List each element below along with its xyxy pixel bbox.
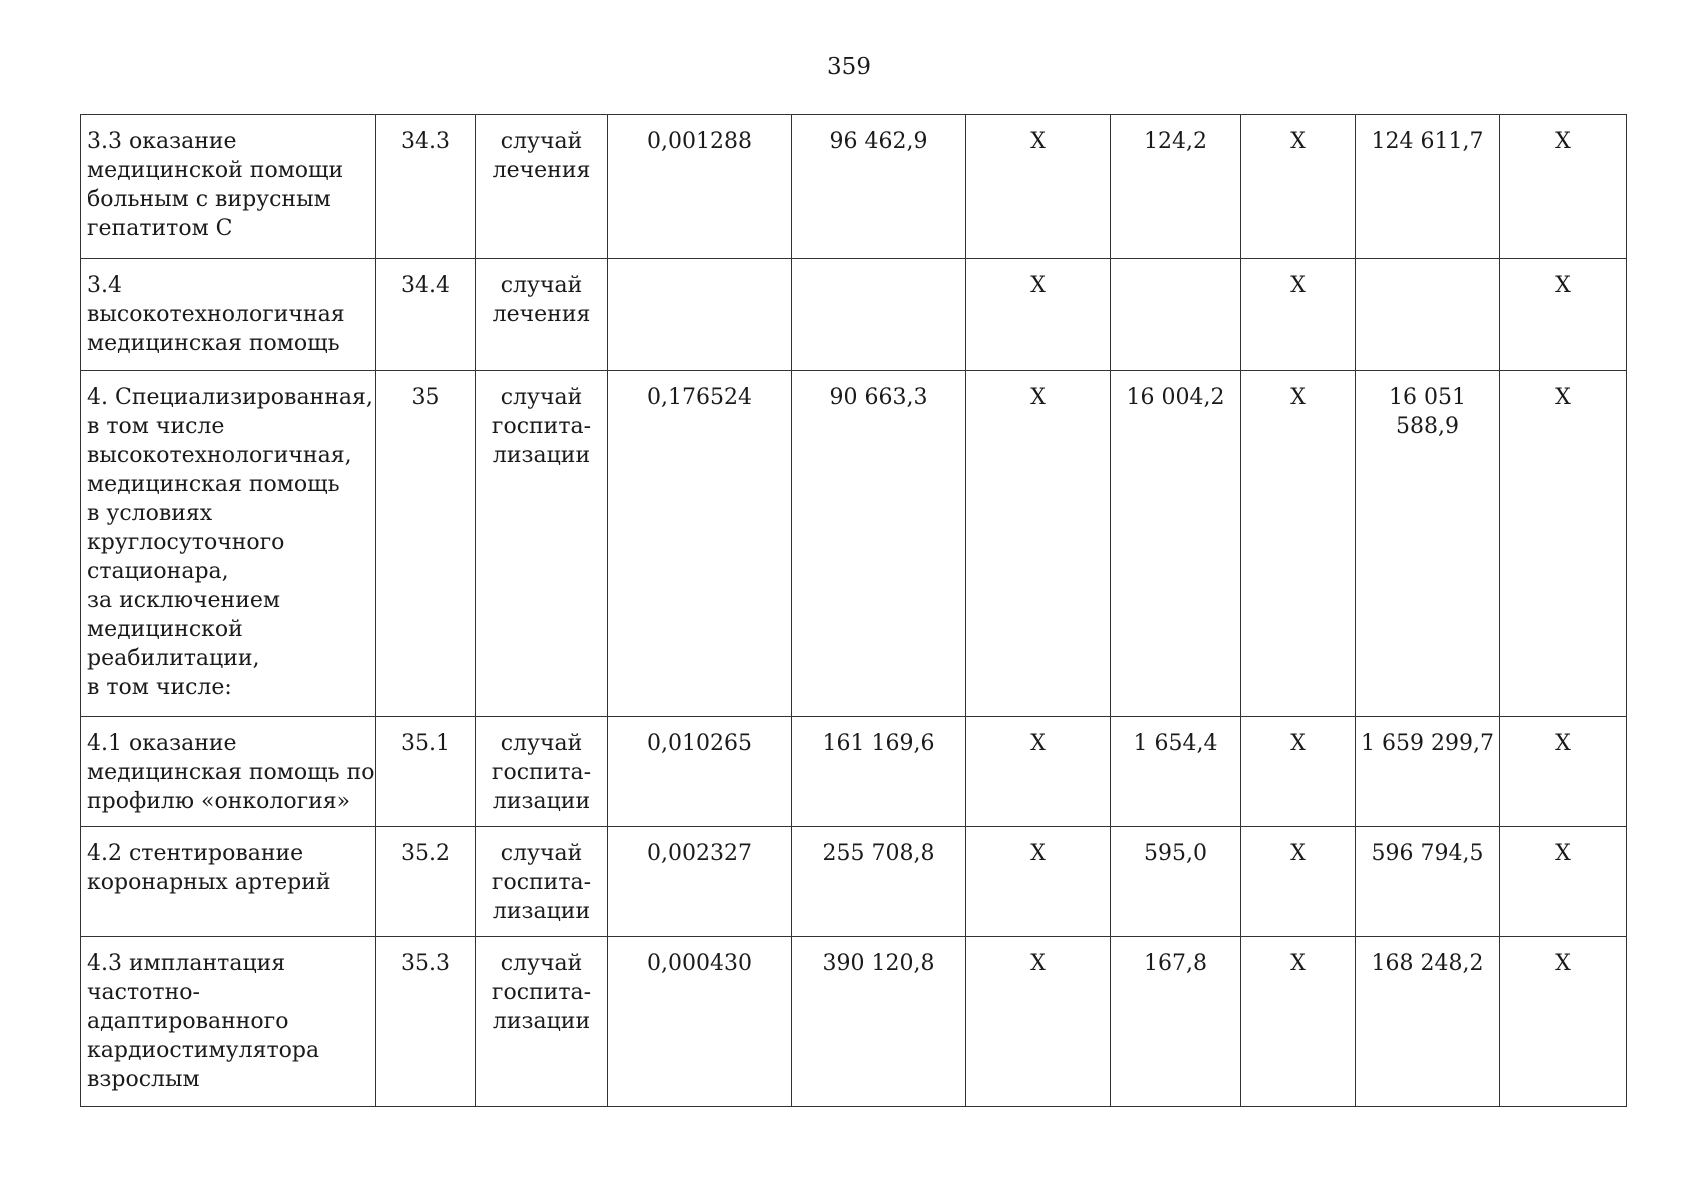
row-name-line: адаптированного bbox=[87, 1009, 289, 1034]
table-row bbox=[81, 717, 1627, 827]
row-name-line: 4. Специализированная, bbox=[87, 385, 373, 410]
row-unit-line: случай bbox=[500, 129, 583, 154]
row-name-line: медицинская помощь bbox=[87, 472, 340, 497]
row-unit-cell bbox=[476, 937, 608, 1107]
table-row bbox=[81, 115, 1627, 259]
row-value-cell-c7: 1 654,4 bbox=[1111, 717, 1241, 827]
row-unit-line: лизации bbox=[492, 1009, 591, 1034]
row-value-cell-c9: 1 659 299,7 bbox=[1356, 717, 1500, 827]
table-row bbox=[81, 259, 1627, 371]
row-name-line: 4.3 имплантация bbox=[87, 951, 286, 976]
row-value-cell-c8: Х bbox=[1241, 937, 1356, 1107]
row-name-line: высокотехнологичная, bbox=[87, 443, 352, 468]
row-unit-line: лечения bbox=[492, 158, 591, 183]
row-value-cell-c6: Х bbox=[966, 717, 1111, 827]
row-unit-cell bbox=[476, 717, 608, 827]
row-unit-line: госпита- bbox=[491, 980, 592, 1005]
row-value-cell-c9 bbox=[1356, 259, 1500, 371]
row-unit-line: лечения bbox=[492, 302, 591, 327]
row-value-cell-c9: 168 248,2 bbox=[1356, 937, 1500, 1107]
row-name-line: кардиостимулятора bbox=[87, 1038, 320, 1063]
row-name-line: 4.1 оказание bbox=[87, 731, 237, 756]
row-unit-cell bbox=[476, 115, 608, 259]
row-value-cell-c7: 124,2 bbox=[1111, 115, 1241, 259]
row-code-cell: 35.2 bbox=[376, 827, 476, 937]
row-name-line: 4.2 стентирование bbox=[87, 841, 304, 866]
row-value-cell-c10: Х bbox=[1500, 937, 1627, 1107]
row-name-line: в том числе: bbox=[87, 675, 232, 700]
row-value-cell-c6: Х bbox=[966, 827, 1111, 937]
row-name-line: медицинской bbox=[87, 617, 243, 642]
row-value-cell-c5 bbox=[792, 259, 966, 371]
row-value-cell-c9: 124 611,7 bbox=[1356, 115, 1500, 259]
row-value-cell-c10: Х bbox=[1500, 115, 1627, 259]
row-code-cell: 35 bbox=[376, 371, 476, 717]
row-name-line: стационара, bbox=[87, 559, 229, 584]
row-name-line: больным с вирусным bbox=[87, 187, 331, 212]
row-unit-line: случай bbox=[500, 273, 583, 298]
row-value-cell-c5: 90 663,3 bbox=[792, 371, 966, 717]
row-unit-cell bbox=[476, 827, 608, 937]
row-code-cell: 35.3 bbox=[376, 937, 476, 1107]
row-value-cell-c6: Х bbox=[966, 371, 1111, 717]
row-value-cell-c7: 595,0 bbox=[1111, 827, 1241, 937]
row-unit-line: лизации bbox=[492, 443, 591, 468]
row-value-cell-c10: Х bbox=[1500, 717, 1627, 827]
row-name-line: гепатитом С bbox=[87, 216, 233, 241]
row-unit-line: лизации bbox=[492, 899, 591, 924]
row-unit-cell bbox=[476, 259, 608, 371]
row-name-cell bbox=[81, 259, 376, 371]
row-name-line: круглосуточного bbox=[87, 530, 285, 555]
row-code-cell: 34.3 bbox=[376, 115, 476, 259]
data-table bbox=[80, 114, 1627, 1107]
row-unit-line: случай bbox=[500, 385, 583, 410]
row-value-cell-c6: Х bbox=[966, 937, 1111, 1107]
row-value-cell-c4 bbox=[608, 259, 792, 371]
row-value-cell-c4: 0,000430 bbox=[608, 937, 792, 1107]
table-body bbox=[81, 115, 1627, 1107]
table-row bbox=[81, 827, 1627, 937]
row-name-line: профилю «онкология» bbox=[87, 789, 351, 814]
row-name-line: за исключением bbox=[87, 588, 280, 613]
row-value-cell-c7 bbox=[1111, 259, 1241, 371]
row-name-line: медицинская помощь bbox=[87, 331, 340, 356]
row-unit-line: случай bbox=[500, 951, 583, 976]
row-value-cell-c8: Х bbox=[1241, 717, 1356, 827]
row-name-cell bbox=[81, 115, 376, 259]
row-name-line: высокотехнологичная bbox=[87, 302, 345, 327]
row-unit-line: госпита- bbox=[491, 870, 592, 895]
row-value-cell-c4: 0,010265 bbox=[608, 717, 792, 827]
row-name-cell bbox=[81, 371, 376, 717]
row-name-line: реабилитации, bbox=[87, 646, 260, 671]
row-value-cell-c10: Х bbox=[1500, 259, 1627, 371]
row-value-cell-c10: Х bbox=[1500, 827, 1627, 937]
row-name-line: в том числе bbox=[87, 414, 225, 439]
row-name-cell bbox=[81, 717, 376, 827]
row-name-line: 3.4 bbox=[87, 273, 122, 298]
row-code-cell: 34.4 bbox=[376, 259, 476, 371]
row-name-cell bbox=[81, 827, 376, 937]
page-number: 359 bbox=[827, 54, 871, 80]
row-value-cell-c5: 255 708,8 bbox=[792, 827, 966, 937]
row-name-cell bbox=[81, 937, 376, 1107]
row-unit-cell bbox=[476, 371, 608, 717]
row-value-cell-c7: 167,8 bbox=[1111, 937, 1241, 1107]
row-value-cell-c4: 0,001288 bbox=[608, 115, 792, 259]
row-value-cell-c4: 0,002327 bbox=[608, 827, 792, 937]
row-value-cell-c6: Х bbox=[966, 115, 1111, 259]
row-unit-line: госпита- bbox=[491, 760, 592, 785]
row-unit-line: лизации bbox=[492, 789, 591, 814]
row-value-cell-c4: 0,176524 bbox=[608, 371, 792, 717]
row-name-line: частотно- bbox=[87, 980, 200, 1005]
row-value-cell-c8: Х bbox=[1241, 259, 1356, 371]
row-value-cell-c8: Х bbox=[1241, 827, 1356, 937]
row-value-cell-c9: 16 051 588,9 bbox=[1356, 371, 1500, 717]
row-value-cell-c6: Х bbox=[966, 259, 1111, 371]
row-value-cell-c9: 596 794,5 bbox=[1356, 827, 1500, 937]
table-row bbox=[81, 937, 1627, 1107]
table-row bbox=[81, 371, 1627, 717]
row-value-cell-c5: 96 462,9 bbox=[792, 115, 966, 259]
row-value-cell-c8: Х bbox=[1241, 115, 1356, 259]
row-value-cell-c7: 16 004,2 bbox=[1111, 371, 1241, 717]
row-name-line: медицинская помощь по bbox=[87, 760, 375, 785]
row-name-line: медицинской помощи bbox=[87, 158, 344, 183]
row-name-line: коронарных артерий bbox=[87, 870, 331, 895]
row-value-cell-c10: Х bbox=[1500, 371, 1627, 717]
row-name-line: в условиях bbox=[87, 501, 213, 526]
row-code-cell: 35.1 bbox=[376, 717, 476, 827]
row-name-line: взрослым bbox=[87, 1067, 200, 1092]
row-unit-line: госпита- bbox=[491, 414, 592, 439]
row-value-cell-c8: Х bbox=[1241, 371, 1356, 717]
row-name-line: 3.3 оказание bbox=[87, 129, 237, 154]
row-unit-line: случай bbox=[500, 731, 583, 756]
row-value-cell-c5: 390 120,8 bbox=[792, 937, 966, 1107]
row-value-cell-c5: 161 169,6 bbox=[792, 717, 966, 827]
row-unit-line: случай bbox=[500, 841, 583, 866]
